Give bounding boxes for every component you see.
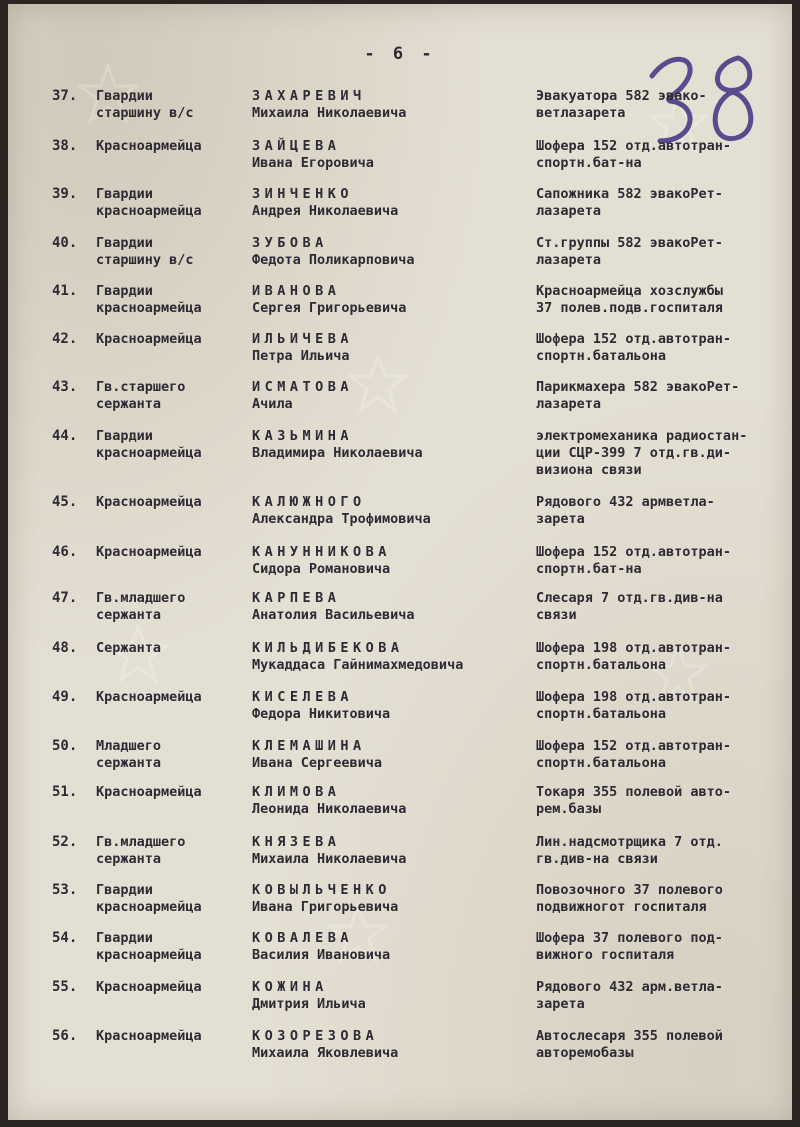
entry-position: электромеханика радиостан- ции СЦР-399 7 отд.гв.ди- визиона связи <box>536 428 748 478</box>
entry-given-name: Сидора Романовича <box>252 561 391 577</box>
entry-name <box>252 738 382 772</box>
entry-position: Рядового 432 арм.ветла- зарета <box>536 979 723 1012</box>
entry-name <box>252 689 390 723</box>
entry-given-name: Петра Ильича <box>252 348 350 364</box>
entry-rank: Красноармейца <box>96 1028 202 1044</box>
entry-given-name: Ивана Сергеевича <box>252 755 383 771</box>
list-item <box>8 544 792 588</box>
entry-surname: ЗАХАРЕВИЧ <box>252 88 366 104</box>
list-item <box>8 235 792 279</box>
entry-surname: ИВАНОВА <box>252 283 341 299</box>
entry-surname: КИЛЬДИБЕКОВА <box>252 640 404 656</box>
entry-name <box>252 640 463 674</box>
entry-number: 41. <box>52 283 78 299</box>
entry-number: 52. <box>52 834 78 850</box>
list-item <box>8 379 792 423</box>
entry-position: Рядового 432 армветла- зарета <box>536 494 715 527</box>
list-item <box>8 138 792 182</box>
entry-number: 37. <box>52 88 78 104</box>
entry-position: Шофера 152 отд.автотран- спортн.бат-на <box>536 138 732 171</box>
entry-rank: Красноармейца <box>96 689 202 705</box>
entry-number: 56. <box>52 1028 78 1044</box>
entry-rank: Гвардии красноармейца <box>96 930 202 963</box>
entry-number: 49. <box>52 689 78 705</box>
entry-given-name: Михаила Николаевича <box>252 851 407 867</box>
entry-position: Шофера 198 отд.автотран- спортн.батальона <box>536 689 732 722</box>
list-item <box>8 283 792 327</box>
entry-rank: Красноармейца <box>96 979 202 995</box>
entry-name <box>252 494 431 528</box>
entry-given-name: Владимира Николаевича <box>252 445 423 461</box>
entry-position: Шофера 198 отд.автотран- спортн.батальона <box>536 640 732 673</box>
entry-given-name: Дмитрия Ильича <box>252 996 366 1012</box>
entry-position: Ст.группы 582 эвакоРет- лазарета <box>536 235 723 268</box>
entry-position: Шофера 152 отд.автотран- спортн.батальона <box>536 738 732 771</box>
entry-position: Красноармейца хозслужбы 37 полев.подв.госпиталя <box>536 283 723 316</box>
list-item <box>8 834 792 878</box>
entry-surname: ЗАЙЦЕВА <box>252 138 341 154</box>
entry-number: 42. <box>52 331 78 347</box>
entry-rank: Младшего сержанта <box>96 738 162 771</box>
entry-surname: КАНУННИКОВА <box>252 544 391 560</box>
entry-number: 39. <box>52 186 78 202</box>
list-item <box>8 331 792 375</box>
entry-number: 53. <box>52 882 78 898</box>
entry-position: Парикмахера 582 эвакоРет- лазарета <box>536 379 740 412</box>
entry-name <box>252 979 366 1013</box>
entry-name <box>252 784 406 818</box>
entry-surname: ИСМАТОВА <box>252 379 354 395</box>
list-item <box>8 689 792 733</box>
entry-number: 44. <box>52 428 78 444</box>
entry-rank: Гвардии красноармейца <box>96 428 202 461</box>
entry-surname: КОЗОРЕЗОВА <box>252 1028 379 1044</box>
entry-position: Эвакуатора 582 эвако- ветлазарета <box>536 88 707 121</box>
entry-rank: Гвардии старшину в/с <box>96 88 194 121</box>
entry-name <box>252 882 398 916</box>
entry-rank: Гв.младшего сержанта <box>96 834 186 867</box>
entry-name <box>252 88 406 122</box>
entry-number: 48. <box>52 640 78 656</box>
list-item <box>8 979 792 1023</box>
list-item <box>8 1028 792 1072</box>
entry-rank: Гвардии красноармейца <box>96 283 202 316</box>
entry-given-name: Василия Ивановича <box>252 947 391 963</box>
entry-rank: Гв.старшего сержанта <box>96 379 186 412</box>
entry-given-name: Леонида Николаевича <box>252 801 407 817</box>
entry-number: 55. <box>52 979 78 995</box>
entry-position: Лин.надсмотрщика 7 отд. гв.див-на связи <box>536 834 723 867</box>
entry-rank: Красноармейца <box>96 494 202 510</box>
entry-name <box>252 834 406 868</box>
list-item <box>8 494 792 538</box>
entry-rank: Гвардии старшину в/с <box>96 235 194 268</box>
entry-position: Повозочного 37 полевого подвижногот госпиталя <box>536 882 723 915</box>
entry-name <box>252 590 415 624</box>
entry-name <box>252 428 423 462</box>
document-page <box>8 4 792 1120</box>
list-item <box>8 428 792 478</box>
entry-number: 40. <box>52 235 78 251</box>
page-number: - 6 - <box>364 44 436 64</box>
entry-rank: Красноармейца <box>96 544 202 560</box>
list-item <box>8 640 792 684</box>
entry-position: Шофера 152 отд.автотран- спортн.батальона <box>536 331 732 364</box>
list-item <box>8 88 792 132</box>
entry-surname: КАЛЮЖНОГО <box>252 494 366 510</box>
list-item <box>8 784 792 828</box>
entry-rank: Гвардии красноармейца <box>96 186 202 219</box>
entry-surname: КЛИМОВА <box>252 784 341 800</box>
entry-surname: КАЗЬМИНА <box>252 428 354 444</box>
entry-surname: КОЖИНА <box>252 979 328 995</box>
entry-given-name: Федота Поликарповича <box>252 252 415 268</box>
entry-number: 54. <box>52 930 78 946</box>
entry-given-name: Михаила Яковлевича <box>252 1045 399 1061</box>
list-item <box>8 930 792 974</box>
entry-number: 46. <box>52 544 78 560</box>
entry-rank: Гвардии красноармейца <box>96 882 202 915</box>
entry-position: Сапожника 582 эвакоРет- лазарета <box>536 186 723 219</box>
entry-given-name: Мукаддаса Гайнимахмедовича <box>252 657 464 673</box>
list-item <box>8 590 792 634</box>
entry-number: 45. <box>52 494 78 510</box>
entry-name <box>252 379 353 413</box>
entry-name <box>252 930 390 964</box>
entry-surname: ЗИНЧЕНКО <box>252 186 354 202</box>
list-item <box>8 882 792 926</box>
entry-surname: ИЛЬИЧЕВА <box>252 331 354 347</box>
entry-rank: Гв.младшего сержанта <box>96 590 186 623</box>
list-item <box>8 186 792 230</box>
entry-name <box>252 283 406 317</box>
entry-given-name: Александра Трофимовича <box>252 511 431 527</box>
entry-position: Слесаря 7 отд.гв.див-на связи <box>536 590 723 623</box>
entry-given-name: Федора Никитовича <box>252 706 391 722</box>
entry-surname: ЗУБОВА <box>252 235 328 251</box>
entry-position: Токаря 355 полевой авто- рем.базы <box>536 784 732 817</box>
entry-given-name: Андрея Николаевича <box>252 203 399 219</box>
entry-surname: КОВЫЛЬЧЕНКО <box>252 882 391 898</box>
entry-name <box>252 1028 398 1062</box>
entry-number: 51. <box>52 784 78 800</box>
entry-given-name: Анатолия Васильевича <box>252 607 415 623</box>
entry-given-name: Ивана Григорьевича <box>252 899 399 915</box>
entry-number: 50. <box>52 738 78 754</box>
entry-rank: Красноармейца <box>96 138 202 154</box>
list-item <box>8 738 792 782</box>
entry-given-name: Ивана Егоровича <box>252 155 374 171</box>
entry-position: Шофера 152 отд.автотран- спортн.бат-на <box>536 544 732 577</box>
entry-given-name: Михаила Николаевича <box>252 105 407 121</box>
entry-name <box>252 331 353 365</box>
entry-rank: Красноармейца <box>96 331 202 347</box>
entry-surname: КЛЕМАШИНА <box>252 738 366 754</box>
entry-number: 43. <box>52 379 78 395</box>
entry-surname: КНЯЗЕВА <box>252 834 341 850</box>
entry-name <box>252 235 415 269</box>
entry-name <box>252 544 391 578</box>
entry-surname: КОВАЛЕВА <box>252 930 354 946</box>
entry-name <box>252 186 398 220</box>
entry-given-name: Сергея Григорьевича <box>252 300 407 316</box>
entry-surname: КАРПЕВА <box>252 590 341 606</box>
entry-given-name: Ачила <box>252 396 293 412</box>
entry-number: 47. <box>52 590 78 606</box>
entry-position: Автослесаря 355 полевой авторемобазы <box>536 1028 723 1061</box>
entry-rank: Сержанта <box>96 640 162 656</box>
handwritten-page-number-text: 38 <box>640 46 642 47</box>
entry-number: 38. <box>52 138 78 154</box>
entry-position: Шофера 37 полевого под- вижного госпиталя <box>536 930 723 963</box>
entry-rank: Красноармейца <box>96 784 202 800</box>
entry-surname: КИСЕЛЕВА <box>252 689 354 705</box>
entry-name <box>252 138 374 172</box>
